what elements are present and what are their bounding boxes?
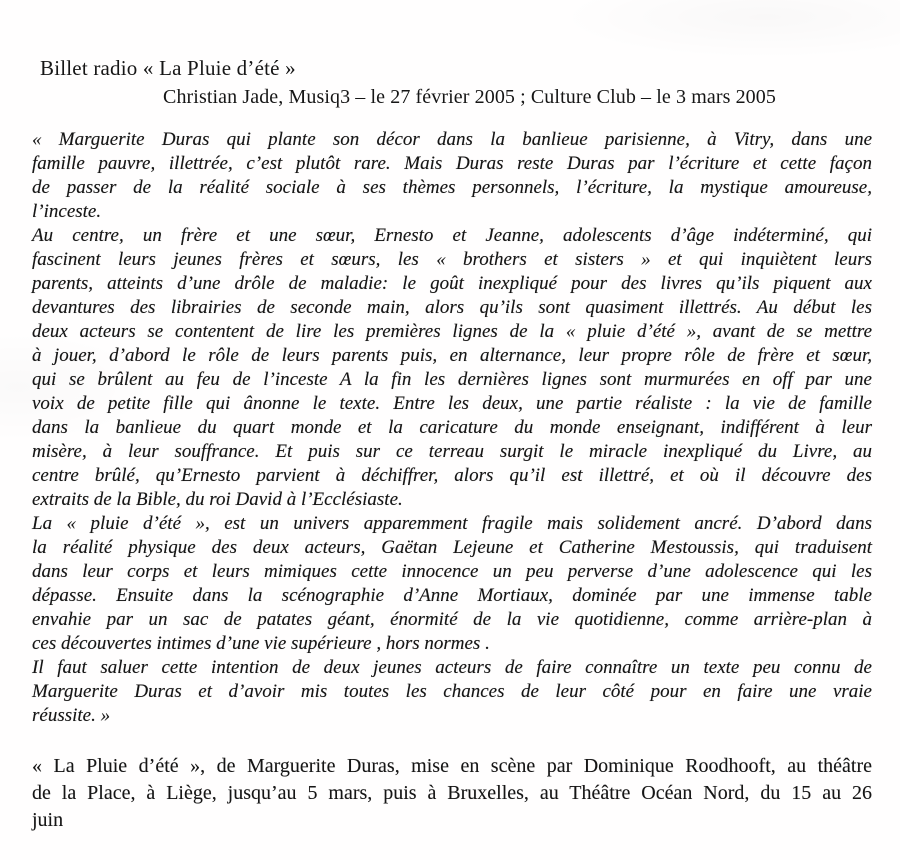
text-line: voix de petite fille qui ânonne le texte. Entre les deux, une partie réaliste : la vie de famille xyxy=(32,393,872,414)
text-line: ces découvertes intimes d’une vie supérieure , hors normes . xyxy=(32,633,490,654)
text-line: extraits de la Bible, du roi David à l’Ecclésiaste. xyxy=(32,489,403,510)
review-text-block xyxy=(32,128,872,728)
text-line: Marguerite Duras et d’avoir mis toutes les chances de leur côté pour en faire une vraie xyxy=(32,681,872,702)
text-line: dans leur corps et leurs mimiques cette innocence un peu perverse d’une adolescence qui les xyxy=(32,561,872,582)
text-line: de la Place, à Liège, jusqu’au 5 mars, puis à Bruxelles, au Théâtre Océan Nord, du 15 au 26 xyxy=(32,782,872,804)
text-line: de passer de la réalité sociale à ses thèmes personnels, l’écriture, la mystique amoureuse, xyxy=(32,177,872,198)
text-line: Au centre, un frère et une sœur, Ernesto et Jeanne, adolescents d’âge indéterminé, qui xyxy=(32,225,872,246)
paragraph xyxy=(32,128,872,224)
text-line: deux acteurs se contentent de lire les premières lignes de la « pluie d’été », avant de se mettre xyxy=(32,321,872,342)
text-line: « La Pluie d’été », de Marguerite Duras, mise en scène par Dominique Roodhooft, au théâtre xyxy=(32,755,872,777)
text-line: dépasse. Ensuite dans la scénographie d’Anne Mortiaux, dominée par une immense table xyxy=(32,585,872,606)
text-line: à jouer, d’abord le rôle de leurs parents puis, en alternance, leur propre rôle de frère et sœur, xyxy=(32,345,872,366)
text-line: juin xyxy=(32,809,64,831)
paragraph xyxy=(32,656,872,728)
text-line: dans la banlieue du quart monde et la caricature du monde enseignant, indifférent à leur xyxy=(32,417,872,438)
document-byline: Christian Jade, Musiq3 – le 27 février 2005 ; Culture Club – le 3 mars 2005 xyxy=(163,86,776,108)
text-line: devantures des librairies de seconde main, alors qu’ils sont quasiment illettrés. Au début les xyxy=(32,297,872,318)
text-line: la réalité physique des deux acteurs, Gaëtan Lejeune et Catherine Mestoussis, qui traduisent xyxy=(32,537,872,558)
paragraph xyxy=(32,224,872,512)
text-line: l’inceste. xyxy=(32,201,102,222)
text-line: qui se brûlent au feu de l’inceste A la fin les dernières lignes sont murmurées en off par une xyxy=(32,369,872,390)
text-line: réussite. » xyxy=(32,705,111,726)
paragraph xyxy=(32,512,872,656)
text-line: misère, à leur souffrance. Et puis sur ce terreau surgit le miracle inexpliqué du Livre, au xyxy=(32,441,872,462)
text-line: Il faut saluer cette intention de deux jeunes acteurs de faire connaître un texte peu connu de xyxy=(32,657,872,678)
paragraph xyxy=(32,753,872,834)
text-line: « Marguerite Duras qui plante son décor dans la banlieue parisienne, à Vitry, dans une xyxy=(32,129,872,150)
document-title: Billet radio « La Pluie d’été » xyxy=(40,56,296,80)
text-line: centre brûlé, qu’Ernesto parvient à déchiffrer, alors qu’il est illettré, et où il découvre des xyxy=(32,465,872,486)
text-line: fascinent leurs jeunes frères et sœurs, les « brothers et sisters » et qui inquiètent leurs xyxy=(32,249,872,270)
text-line: famille pauvre, illettrée, c’est plutôt rare. Mais Duras reste Duras par l’écriture et cette façon xyxy=(32,153,872,174)
production-details-block xyxy=(32,753,872,834)
text-line: parents, atteints d’une drôle de maladie: le goût inexpliqué pour des livres qu’ils piquent aux xyxy=(32,273,872,294)
text-line: La « pluie d’été », est un univers apparemment fragile mais solidement ancré. D’abord dans xyxy=(32,513,872,534)
text-line: envahie par un sac de patates géant, énormité de la vie quotidienne, comme arrière-plan à xyxy=(32,609,872,630)
